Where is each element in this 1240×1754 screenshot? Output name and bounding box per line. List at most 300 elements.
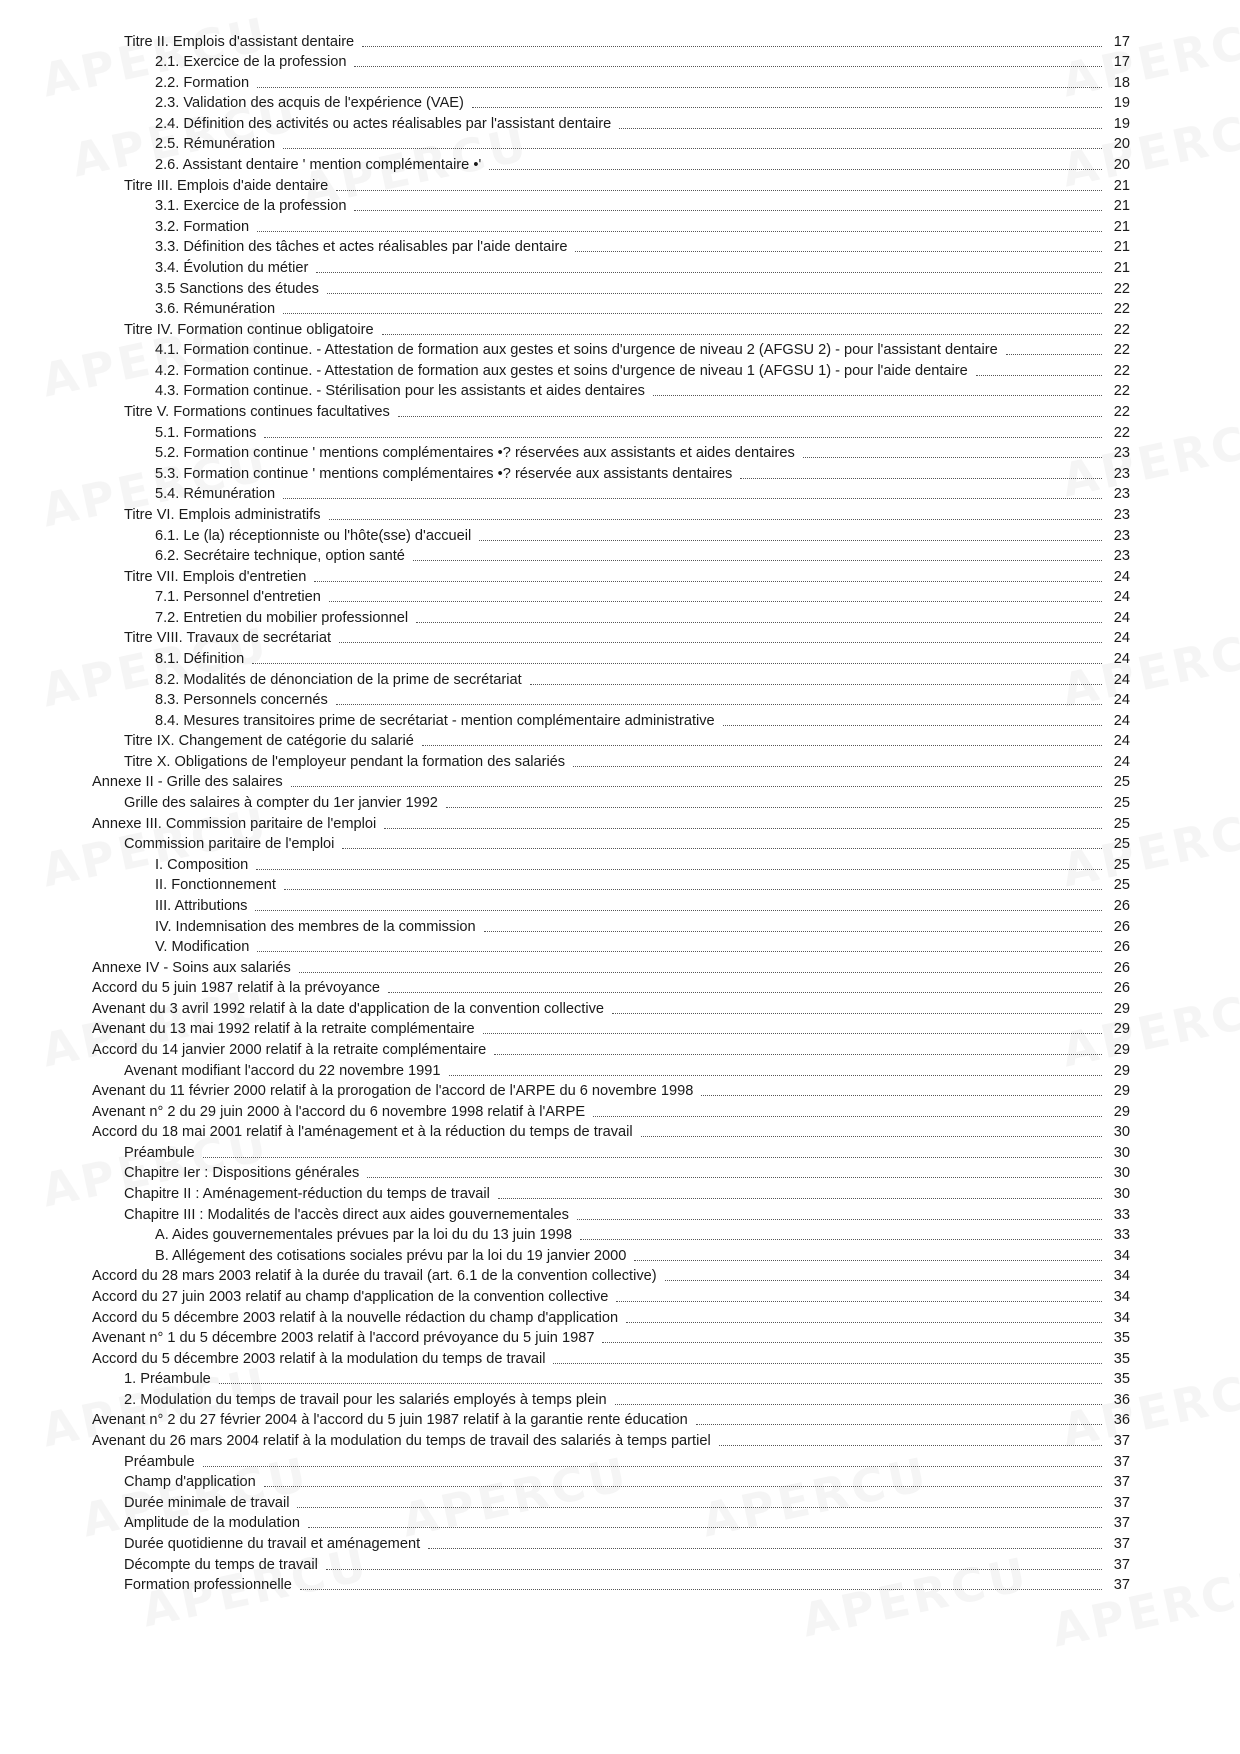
toc-entry[interactable] bbox=[155, 92, 1130, 113]
toc-entry[interactable] bbox=[155, 421, 1130, 442]
toc-page-number: 37 bbox=[1113, 1474, 1130, 1491]
toc-dot-leader bbox=[336, 190, 1102, 191]
toc-entry-title: 2. Modulation du temps de travail pour les salariés employés à temps plein bbox=[124, 1391, 607, 1408]
toc-entry[interactable] bbox=[124, 1388, 1130, 1409]
toc-entry[interactable] bbox=[155, 894, 1130, 915]
toc-entry[interactable] bbox=[124, 1450, 1130, 1471]
toc-dot-leader bbox=[300, 1589, 1102, 1590]
toc-entry-title: 8.4. Mesures transitoires prime de secrétariat - mention complémentaire administrative bbox=[155, 712, 715, 729]
toc-dot-leader bbox=[723, 725, 1102, 726]
toc-dot-leader bbox=[297, 1507, 1102, 1508]
toc-entry[interactable] bbox=[155, 915, 1130, 936]
toc-entry[interactable] bbox=[155, 112, 1130, 133]
toc-entry-title: 3.4. Évolution du métier bbox=[155, 259, 309, 276]
toc-page-number: 29 bbox=[1113, 1021, 1130, 1038]
toc-entry-title: 3.2. Formation bbox=[155, 218, 250, 235]
toc-page-number: 25 bbox=[1113, 795, 1130, 812]
toc-page-number: 19 bbox=[1113, 115, 1130, 132]
toc-dot-leader bbox=[575, 251, 1102, 252]
toc-page-number: 24 bbox=[1113, 589, 1130, 606]
toc-page-number: 26 bbox=[1113, 918, 1130, 935]
toc-entry-title: Titre IV. Formation continue obligatoire bbox=[124, 321, 374, 338]
toc-page-number: 18 bbox=[1113, 74, 1130, 91]
toc-entry-title: Durée minimale de travail bbox=[124, 1494, 290, 1511]
toc-entry[interactable] bbox=[124, 1471, 1130, 1492]
toc-entry[interactable] bbox=[124, 1141, 1130, 1162]
toc-entry[interactable] bbox=[155, 936, 1130, 957]
toc-entry-title: 2.6. Assistant dentaire ' mention complémentaire •' bbox=[155, 157, 482, 174]
toc-page-number: 35 bbox=[1113, 1371, 1130, 1388]
toc-entry[interactable] bbox=[155, 153, 1130, 174]
toc-entry[interactable] bbox=[124, 627, 1130, 648]
toc-entry-title: 8.1. Définition bbox=[155, 650, 245, 667]
toc-page-number: 21 bbox=[1113, 177, 1130, 194]
toc-entry[interactable] bbox=[124, 1574, 1130, 1595]
toc-entry-title: I. Composition bbox=[155, 856, 249, 873]
toc-dot-leader bbox=[593, 1116, 1102, 1117]
toc-entry[interactable] bbox=[124, 1162, 1130, 1183]
toc-page-number: 24 bbox=[1113, 650, 1130, 667]
toc-page-number: 36 bbox=[1113, 1412, 1130, 1429]
toc-dot-leader bbox=[803, 457, 1102, 458]
toc-page-number: 23 bbox=[1113, 465, 1130, 482]
toc-entry-title: Chapitre III : Modalités de l'accès direct aux aides gouvernementales bbox=[124, 1206, 569, 1223]
toc-page-number: 37 bbox=[1113, 1453, 1130, 1470]
toc-entry-title: Chapitre Ier : Dispositions générales bbox=[124, 1165, 360, 1182]
toc-dot-leader bbox=[413, 560, 1102, 561]
toc-dot-leader bbox=[619, 128, 1102, 129]
toc-entry-title: 5.1. Formations bbox=[155, 424, 257, 441]
toc-dot-leader bbox=[316, 272, 1102, 273]
toc-dot-leader bbox=[354, 66, 1102, 67]
toc-dot-leader bbox=[602, 1342, 1102, 1343]
toc-dot-leader bbox=[342, 848, 1102, 849]
toc-dot-leader bbox=[479, 540, 1102, 541]
toc-page-number: 26 bbox=[1113, 939, 1130, 956]
toc-entry-title: Accord du 5 juin 1987 relatif à la prévoyance bbox=[92, 980, 380, 997]
toc-page-number: 30 bbox=[1113, 1165, 1130, 1182]
toc-entry[interactable] bbox=[92, 1306, 1130, 1327]
toc-entry[interactable] bbox=[155, 339, 1130, 360]
toc-entry[interactable] bbox=[92, 1038, 1130, 1059]
toc-dot-leader bbox=[329, 601, 1102, 602]
toc-page-number: 25 bbox=[1113, 774, 1130, 791]
toc-page-number: 23 bbox=[1113, 506, 1130, 523]
toc-entry[interactable] bbox=[124, 1491, 1130, 1512]
toc-entry-title: Accord du 18 mai 2001 relatif à l'aménagement et à la réduction du temps de travail bbox=[92, 1124, 633, 1141]
toc-entry[interactable] bbox=[124, 730, 1130, 751]
toc-page-number: 30 bbox=[1113, 1144, 1130, 1161]
toc-entry[interactable] bbox=[155, 545, 1130, 566]
toc-entry[interactable] bbox=[92, 1347, 1130, 1368]
toc-entry[interactable] bbox=[92, 997, 1130, 1018]
toc-entry-title: Titre II. Emplois d'assistant dentaire bbox=[124, 33, 355, 50]
toc-entry-title: A. Aides gouvernementales prévues par la loi du du 13 juin 1998 bbox=[155, 1227, 573, 1244]
toc-dot-leader bbox=[615, 1404, 1102, 1405]
toc-dot-leader bbox=[329, 519, 1102, 520]
toc-page-number: 33 bbox=[1113, 1206, 1130, 1223]
toc-entry-title: Avenant du 3 avril 1992 relatif à la date d'application de la convention collective bbox=[92, 1000, 605, 1017]
toc-entry-title: Préambule bbox=[124, 1453, 195, 1470]
toc-dot-leader bbox=[362, 46, 1102, 47]
toc-page-number: 22 bbox=[1113, 280, 1130, 297]
toc-dot-leader bbox=[339, 642, 1102, 643]
toc-entry[interactable] bbox=[155, 462, 1130, 483]
toc-dot-leader bbox=[256, 869, 1102, 870]
toc-entry[interactable] bbox=[124, 791, 1130, 812]
toc-entry-title: Accord du 28 mars 2003 relatif à la durée du travail (art. 6.1 de la convention collective) bbox=[92, 1268, 657, 1285]
toc-entry-title: 7.2. Entretien du mobilier professionnel bbox=[155, 609, 409, 626]
toc-dot-leader bbox=[641, 1136, 1102, 1137]
toc-page-number: 35 bbox=[1113, 1350, 1130, 1367]
toc-dot-leader bbox=[327, 293, 1102, 294]
toc-page-number: 26 bbox=[1113, 980, 1130, 997]
toc-entry-title: Avenant du 11 février 2000 relatif à la prorogation de l'accord de l'ARPE du 6 novembre 1998 bbox=[92, 1083, 694, 1100]
toc-entry-title: Décompte du temps de travail bbox=[124, 1556, 318, 1573]
toc-dot-leader bbox=[257, 231, 1102, 232]
toc-entry[interactable] bbox=[92, 1285, 1130, 1306]
toc-dot-leader bbox=[384, 828, 1102, 829]
toc-page-number: 37 bbox=[1113, 1433, 1130, 1450]
toc-page-number: 25 bbox=[1113, 877, 1130, 894]
toc-dot-leader bbox=[284, 889, 1102, 890]
toc-dot-leader bbox=[382, 334, 1102, 335]
toc-page-number: 24 bbox=[1113, 568, 1130, 585]
toc-entry[interactable] bbox=[155, 689, 1130, 710]
toc-entry[interactable] bbox=[124, 833, 1130, 854]
toc-dot-leader bbox=[634, 1260, 1102, 1261]
toc-entry[interactable] bbox=[155, 236, 1130, 257]
toc-page-number: 34 bbox=[1113, 1268, 1130, 1285]
toc-entry-title: Annexe III. Commission paritaire de l'emploi bbox=[92, 815, 377, 832]
toc-entry[interactable] bbox=[124, 503, 1130, 524]
toc-dot-leader bbox=[612, 1013, 1102, 1014]
toc-page-number: 24 bbox=[1113, 630, 1130, 647]
toc-entry-title: 2.5. Rémunération bbox=[155, 136, 276, 153]
toc-entry-title: 2.3. Validation des acquis de l'expérience (VAE) bbox=[155, 95, 464, 112]
toc-entry[interactable] bbox=[124, 565, 1130, 586]
toc-entry-title: 5.3. Formation continue ' mentions complémentaires •? réservée aux assistants dentaires bbox=[155, 465, 733, 482]
toc-dot-leader bbox=[498, 1198, 1102, 1199]
toc-entry[interactable] bbox=[155, 874, 1130, 895]
toc-entry[interactable] bbox=[92, 771, 1130, 792]
toc-page-number: 22 bbox=[1113, 301, 1130, 318]
toc-entry[interactable] bbox=[92, 956, 1130, 977]
toc-entry-title: 4.3. Formation continue. - Stérilisation pour les assistants et aides dentaires bbox=[155, 383, 645, 400]
toc-dot-leader bbox=[1006, 354, 1102, 355]
toc-entry[interactable] bbox=[124, 318, 1130, 339]
toc-page-number: 35 bbox=[1113, 1330, 1130, 1347]
toc-dot-leader bbox=[740, 478, 1102, 479]
toc-page-number: 23 bbox=[1113, 548, 1130, 565]
toc-entry[interactable] bbox=[124, 1182, 1130, 1203]
toc-entry[interactable] bbox=[155, 1224, 1130, 1245]
toc-page-number: 24 bbox=[1113, 692, 1130, 709]
toc-entry-title: Accord du 5 décembre 2003 relatif à la modulation du temps de travail bbox=[92, 1350, 546, 1367]
toc-entry[interactable] bbox=[124, 30, 1130, 51]
toc-entry-title: Avenant du 26 mars 2004 relatif à la modulation du temps de travail des salariés à temps partiel bbox=[92, 1433, 711, 1450]
toc-page-number: 26 bbox=[1113, 959, 1130, 976]
toc-entry-title: Formation professionnelle bbox=[124, 1577, 292, 1594]
toc-entry[interactable] bbox=[124, 1368, 1130, 1389]
toc-page-number: 34 bbox=[1113, 1288, 1130, 1305]
toc-dot-leader bbox=[665, 1280, 1102, 1281]
toc-entry[interactable] bbox=[155, 483, 1130, 504]
toc-dot-leader bbox=[484, 931, 1102, 932]
toc-page-number: 37 bbox=[1113, 1556, 1130, 1573]
toc-entry[interactable] bbox=[155, 51, 1130, 72]
toc-page-number: 37 bbox=[1113, 1515, 1130, 1532]
toc-dot-leader bbox=[326, 1569, 1102, 1570]
toc-entry[interactable] bbox=[155, 442, 1130, 463]
toc-page-number: 26 bbox=[1113, 897, 1130, 914]
toc-entry[interactable] bbox=[155, 215, 1130, 236]
toc-page-number: 21 bbox=[1113, 198, 1130, 215]
toc-entry[interactable] bbox=[124, 1059, 1130, 1080]
toc-page-number: 24 bbox=[1113, 712, 1130, 729]
toc-dot-leader bbox=[449, 1075, 1103, 1076]
toc-page-number: 22 bbox=[1113, 321, 1130, 338]
toc-entry[interactable] bbox=[155, 195, 1130, 216]
toc-dot-leader bbox=[264, 437, 1102, 438]
toc-entry-title: Durée quotidienne du travail et aménagement bbox=[124, 1535, 421, 1552]
toc-dot-leader bbox=[573, 766, 1102, 767]
toc-entry-title: Avenant modifiant l'accord du 22 novembre 1991 bbox=[124, 1062, 441, 1079]
toc-entry[interactable] bbox=[92, 1409, 1130, 1430]
toc-dot-leader bbox=[483, 1033, 1102, 1034]
toc-entry-title: 3.3. Définition des tâches et actes réalisables par l'aide dentaire bbox=[155, 239, 568, 256]
toc-entry[interactable] bbox=[155, 853, 1130, 874]
toc-page-number: 17 bbox=[1113, 54, 1130, 71]
toc-entry-title: Accord du 5 décembre 2003 relatif à la nouvelle rédaction du champ d'application bbox=[92, 1309, 619, 1326]
toc-entry-title: Titre V. Formations continues facultatives bbox=[124, 404, 390, 421]
toc-page-number: 37 bbox=[1113, 1577, 1130, 1594]
toc-page-number: 24 bbox=[1113, 609, 1130, 626]
toc-dot-leader bbox=[354, 210, 1102, 211]
toc-entry[interactable] bbox=[92, 1080, 1130, 1101]
toc-dot-leader bbox=[701, 1095, 1102, 1096]
toc-entry-title: Annexe II - Grille des salaires bbox=[92, 774, 283, 791]
toc-entry-title: II. Fonctionnement bbox=[155, 877, 276, 894]
toc-entry-title: Champ d'application bbox=[124, 1474, 256, 1491]
toc-dot-leader bbox=[489, 169, 1102, 170]
toc-entry[interactable] bbox=[155, 586, 1130, 607]
toc-entry[interactable] bbox=[155, 606, 1130, 627]
toc-dot-leader bbox=[257, 951, 1102, 952]
toc-entry-title: Chapitre II : Aménagement-réduction du temps de travail bbox=[124, 1186, 490, 1203]
toc-page-number: 24 bbox=[1113, 733, 1130, 750]
toc-entry-title: Titre X. Obligations de l'employeur pendant la formation des salariés bbox=[124, 753, 566, 770]
toc-entry-title: Accord du 14 janvier 2000 relatif à la retraite complémentaire bbox=[92, 1042, 487, 1058]
toc-entry-title: Amplitude de la modulation bbox=[124, 1515, 301, 1532]
toc-page-number: 25 bbox=[1113, 815, 1130, 832]
toc-entry[interactable] bbox=[155, 71, 1130, 92]
toc-dot-leader bbox=[580, 1239, 1102, 1240]
toc-page-number: 21 bbox=[1113, 218, 1130, 235]
toc-page-number: 24 bbox=[1113, 753, 1130, 770]
toc-page-number: 34 bbox=[1113, 1309, 1130, 1326]
toc-entry[interactable] bbox=[124, 1203, 1130, 1224]
toc-entry[interactable] bbox=[124, 750, 1130, 771]
toc-entry-title: Avenant n° 1 du 5 décembre 2003 relatif à l'accord prévoyance du 5 juin 1987 bbox=[92, 1330, 595, 1347]
toc-page-number: 20 bbox=[1113, 136, 1130, 153]
toc-entry-title: 5.4. Rémunération bbox=[155, 486, 276, 503]
toc-entry[interactable] bbox=[155, 359, 1130, 380]
toc-entry[interactable] bbox=[124, 400, 1130, 421]
toc-page-number: 20 bbox=[1113, 157, 1130, 174]
toc-entry-title: Avenant du 13 mai 1992 relatif à la retraite complémentaire bbox=[92, 1021, 475, 1038]
toc-entry[interactable] bbox=[155, 668, 1130, 689]
toc-entry-title: 5.2. Formation continue ' mentions complémentaires •? réservées aux assistants et aides dentaires bbox=[155, 445, 795, 462]
toc-entry[interactable] bbox=[155, 524, 1130, 545]
toc-entry-title: 6.2. Secrétaire technique, option santé bbox=[155, 548, 405, 565]
toc-page-number: 30 bbox=[1113, 1186, 1130, 1203]
toc-entry-title: 2.1. Exercice de la profession bbox=[155, 54, 347, 71]
toc-page-number: 34 bbox=[1113, 1247, 1130, 1264]
toc-entry-title: 7.1. Personnel d'entretien bbox=[155, 589, 321, 606]
toc-entry-title: Avenant n° 2 du 27 février 2004 à l'accord du 5 juin 1987 relatif à la garantie rente éducation bbox=[92, 1412, 688, 1429]
toc-dot-leader bbox=[252, 663, 1102, 664]
toc-dot-leader bbox=[388, 992, 1102, 993]
toc-dot-leader bbox=[283, 313, 1102, 314]
toc-dot-leader bbox=[219, 1383, 1102, 1384]
toc-entry[interactable] bbox=[124, 174, 1130, 195]
toc-page-number: 22 bbox=[1113, 424, 1130, 441]
toc-dot-leader bbox=[494, 1054, 1102, 1055]
toc-entry-title: Préambule bbox=[124, 1144, 195, 1161]
toc-entry[interactable] bbox=[155, 380, 1130, 401]
toc-page-number: 29 bbox=[1113, 1000, 1130, 1017]
toc-entry[interactable] bbox=[155, 1244, 1130, 1265]
toc-entry-title: Grille des salaires à compter du 1er janvier 1992 bbox=[124, 795, 438, 812]
toc-entry-title: Avenant n° 2 du 29 juin 2000 à l'accord du 6 novembre 1998 relatif à l'ARPE bbox=[92, 1103, 586, 1120]
toc-dot-leader bbox=[283, 148, 1102, 149]
toc-page-number: 33 bbox=[1113, 1227, 1130, 1244]
toc-entry[interactable] bbox=[92, 1429, 1130, 1450]
toc-dot-leader bbox=[616, 1301, 1102, 1302]
toc-entry[interactable] bbox=[155, 133, 1130, 154]
toc-page-number: 25 bbox=[1113, 836, 1130, 853]
toc-entry-title: 3.6. Rémunération bbox=[155, 301, 276, 318]
toc-dot-leader bbox=[719, 1445, 1102, 1446]
toc-page-number: 30 bbox=[1113, 1124, 1130, 1141]
toc-page-number: 37 bbox=[1113, 1494, 1130, 1511]
toc-dot-leader bbox=[299, 972, 1102, 973]
toc-entry[interactable] bbox=[92, 1121, 1130, 1142]
toc-dot-leader bbox=[257, 87, 1102, 88]
toc-entry-title: III. Attributions bbox=[155, 897, 248, 914]
toc-dot-leader bbox=[653, 395, 1102, 396]
toc-page-number: 22 bbox=[1113, 383, 1130, 400]
toc-page-number: 19 bbox=[1113, 95, 1130, 112]
toc-dot-leader bbox=[367, 1177, 1102, 1178]
toc-entry[interactable] bbox=[155, 647, 1130, 668]
toc-dot-leader bbox=[428, 1548, 1102, 1549]
toc-dot-leader bbox=[291, 786, 1102, 787]
toc-entry-title: Annexe IV - Soins aux salariés bbox=[92, 959, 291, 976]
toc-page-number: 23 bbox=[1113, 486, 1130, 503]
toc-entry[interactable] bbox=[92, 1100, 1130, 1121]
toc-page-number: 22 bbox=[1113, 342, 1130, 359]
toc-entry-title: B. Allégement des cotisations sociales prévu par la loi du 19 janvier 2000 bbox=[155, 1247, 627, 1264]
toc-dot-leader bbox=[416, 622, 1102, 623]
toc-page-number: 23 bbox=[1113, 445, 1130, 462]
toc-dot-leader bbox=[530, 684, 1102, 685]
toc-entry-title: Titre IX. Changement de catégorie du salarié bbox=[124, 733, 414, 750]
toc-page-number: 22 bbox=[1113, 404, 1130, 421]
toc-dot-leader bbox=[472, 107, 1102, 108]
toc-entry[interactable] bbox=[155, 298, 1130, 319]
toc-entry-title: Titre VIII. Travaux de secrétariat bbox=[124, 630, 332, 647]
toc-dot-leader bbox=[398, 416, 1102, 417]
toc-entry[interactable] bbox=[155, 277, 1130, 298]
toc-dot-leader bbox=[255, 910, 1102, 911]
toc-entry[interactable] bbox=[155, 256, 1130, 277]
toc-entry-title: 4.1. Formation continue. - Attestation de formation aux gestes et soins d'urgence de niveau 2 (AFGSU 2) - pour l'assistant dentaire bbox=[155, 342, 998, 359]
toc-entry-title: 6.1. Le (la) réceptionniste ou l'hôte(sse) d'accueil bbox=[155, 527, 472, 544]
toc-dot-leader bbox=[283, 498, 1102, 499]
toc-dot-leader bbox=[422, 745, 1102, 746]
toc-entry-title: 8.3. Personnels concernés bbox=[155, 692, 328, 709]
toc-entry-title: 3.1. Exercice de la profession bbox=[155, 198, 347, 215]
toc-page-number: 29 bbox=[1113, 1062, 1130, 1079]
toc-entry[interactable] bbox=[92, 812, 1130, 833]
toc-entry[interactable] bbox=[92, 1327, 1130, 1348]
toc-page-number: 21 bbox=[1113, 259, 1130, 276]
toc-entry[interactable] bbox=[92, 977, 1130, 998]
toc-dot-leader bbox=[264, 1486, 1102, 1487]
toc-entry-title: 2.4. Définition des activités ou actes réalisables par l'assistant dentaire bbox=[155, 115, 612, 132]
toc-page-number: 29 bbox=[1113, 1042, 1130, 1058]
toc-entry-title: 2.2. Formation bbox=[155, 74, 250, 91]
toc-dot-leader bbox=[203, 1157, 1102, 1158]
toc-dot-leader bbox=[203, 1466, 1102, 1467]
toc-entry[interactable] bbox=[124, 1553, 1130, 1574]
toc-dot-leader bbox=[696, 1424, 1102, 1425]
toc-page-number: 23 bbox=[1113, 527, 1130, 544]
toc-entry[interactable] bbox=[124, 1512, 1130, 1533]
toc-entry[interactable] bbox=[155, 709, 1130, 730]
toc-entry[interactable] bbox=[124, 1532, 1130, 1553]
toc-dot-leader bbox=[577, 1219, 1102, 1220]
toc-entry-title: 4.2. Formation continue. - Attestation de formation aux gestes et soins d'urgence de niveau 1 (AFGSU 1) - pour l'aide dentaire bbox=[155, 362, 968, 379]
toc-entry[interactable] bbox=[92, 1265, 1130, 1286]
toc-page-number: 29 bbox=[1113, 1103, 1130, 1120]
toc-dot-leader bbox=[446, 807, 1102, 808]
toc-dot-leader bbox=[976, 375, 1102, 376]
toc-page-number: 29 bbox=[1113, 1083, 1130, 1100]
toc-dot-leader bbox=[336, 704, 1102, 705]
toc-dot-leader bbox=[626, 1322, 1102, 1323]
toc-entry-title: Accord du 27 juin 2003 relatif au champ d'application de la convention collective bbox=[92, 1288, 609, 1305]
toc-dot-leader bbox=[308, 1527, 1102, 1528]
toc-entry-title: 3.5 Sanctions des études bbox=[155, 280, 319, 297]
toc-dot-leader bbox=[314, 581, 1102, 582]
toc-page-number: 22 bbox=[1113, 362, 1130, 379]
toc-page-number: 25 bbox=[1113, 856, 1130, 873]
toc-page-number: 24 bbox=[1113, 671, 1130, 688]
toc-entry-title: 1. Préambule bbox=[124, 1371, 211, 1388]
toc-entry-title: Titre VII. Emplois d'entretien bbox=[124, 568, 307, 585]
toc-page-number: 37 bbox=[1113, 1535, 1130, 1552]
toc-entry[interactable] bbox=[92, 1018, 1130, 1039]
toc-entry-title: IV. Indemnisation des membres de la commission bbox=[155, 918, 476, 935]
toc-page-number: 21 bbox=[1113, 239, 1130, 256]
toc-entry-title: Titre VI. Emplois administratifs bbox=[124, 506, 321, 523]
toc-dot-leader bbox=[553, 1363, 1102, 1364]
toc-entry-title: Commission paritaire de l'emploi bbox=[124, 836, 335, 853]
toc-entry-title: V. Modification bbox=[155, 939, 250, 956]
